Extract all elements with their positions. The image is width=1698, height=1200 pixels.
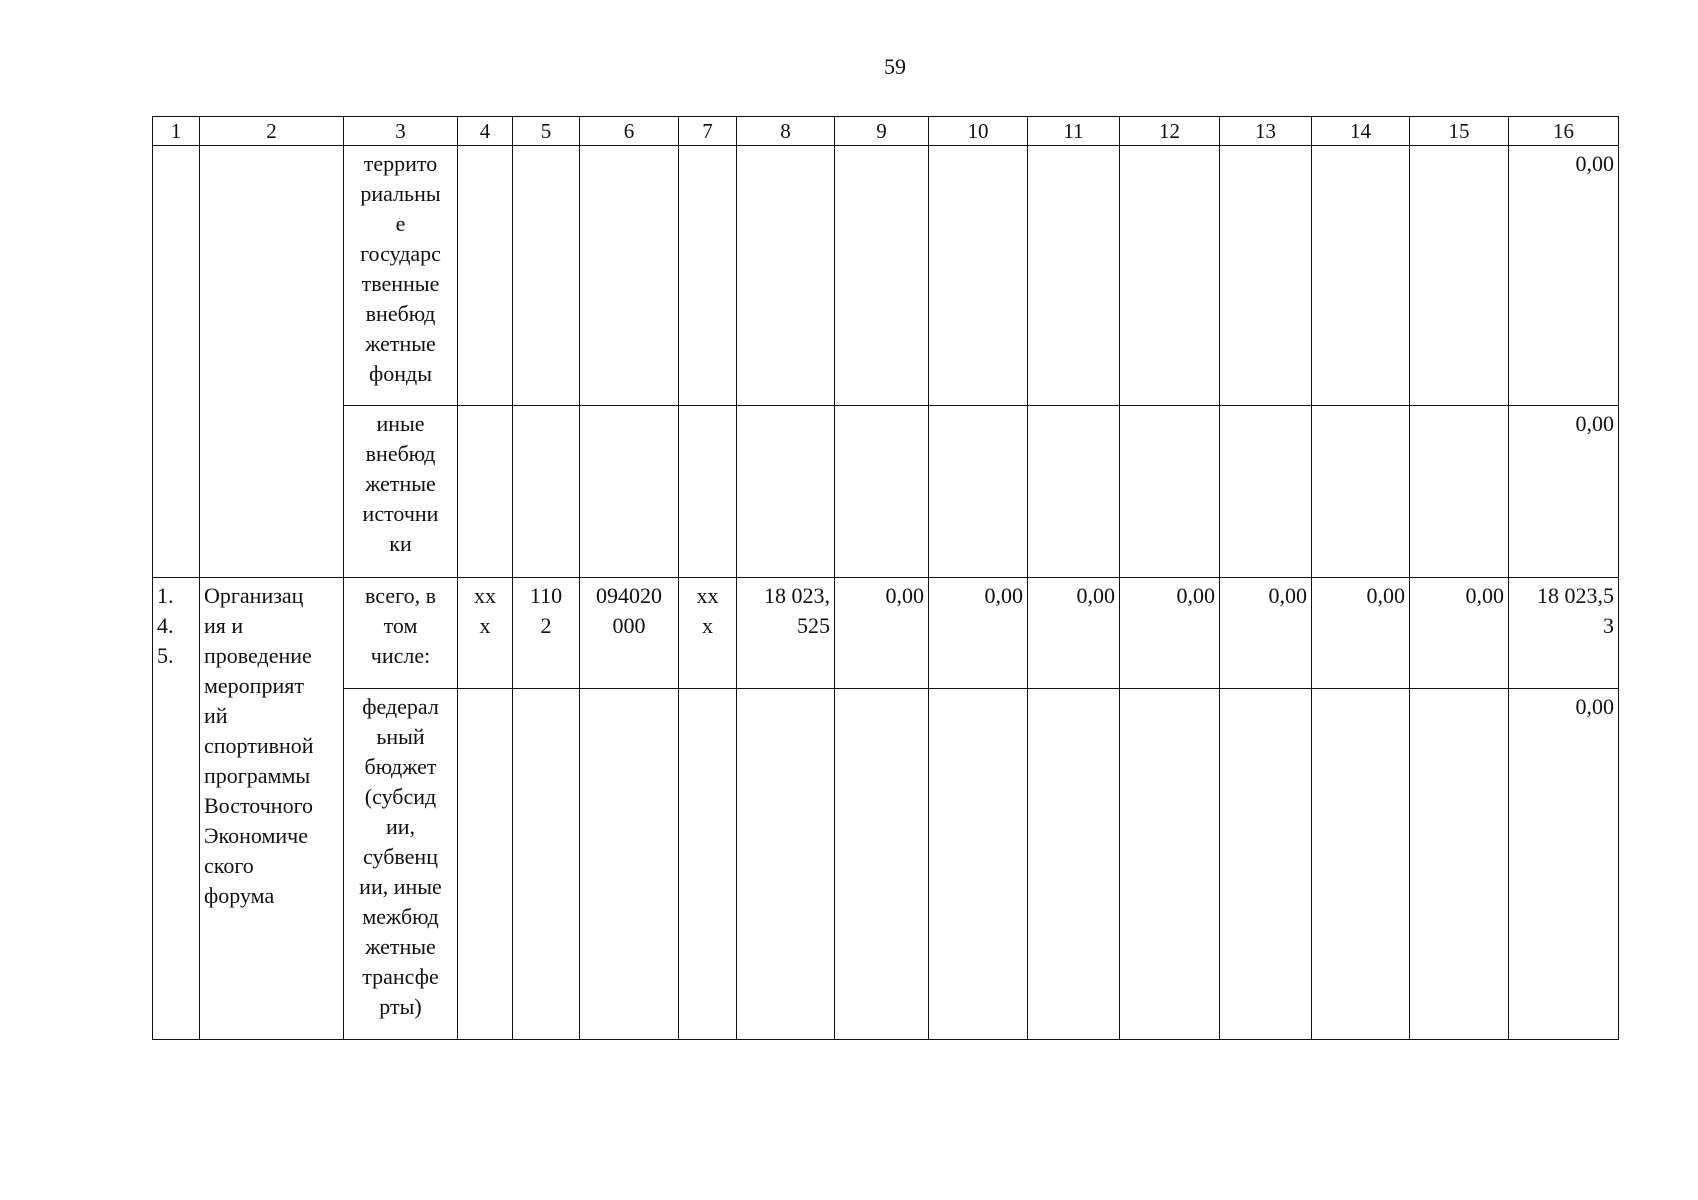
- data-cell: [835, 689, 929, 1040]
- data-cell: хх х: [458, 578, 513, 689]
- data-cell: [458, 689, 513, 1040]
- column-number-header-row: [153, 117, 1619, 146]
- number-cell-empty: [153, 146, 200, 578]
- data-cell: [679, 406, 737, 578]
- column-header: 4: [458, 117, 513, 146]
- data-cell: [458, 406, 513, 578]
- data-cell: хх х: [679, 578, 737, 689]
- page-number: 59: [884, 54, 906, 79]
- column-header: 9: [835, 117, 929, 146]
- table-row-federal-budget: [153, 689, 1619, 1040]
- data-cell: 0,00: [1312, 578, 1410, 689]
- data-cell: [1410, 146, 1509, 406]
- column-header: 5: [513, 117, 580, 146]
- data-cell: [679, 689, 737, 1040]
- data-cell: [580, 146, 679, 406]
- data-cell: [1028, 406, 1120, 578]
- data-cell: [458, 146, 513, 406]
- data-cell: [679, 146, 737, 406]
- total-value-cell: 0,00: [1509, 689, 1619, 1040]
- data-cell: 110 2: [513, 578, 580, 689]
- data-cell: [1220, 689, 1312, 1040]
- data-cell: [835, 406, 929, 578]
- table-row-territorial-funds: [153, 146, 1619, 406]
- data-cell: [1312, 406, 1410, 578]
- data-cell: 0,00: [1410, 578, 1509, 689]
- data-cell: [737, 689, 835, 1040]
- data-cell: [513, 406, 580, 578]
- data-cell: [1028, 689, 1120, 1040]
- total-value-cell: 0,00: [1509, 406, 1619, 578]
- item-number-cell: 1. 4. 5.: [153, 578, 200, 1040]
- funding-source-cell: иные внебюд жетные источни ки: [344, 406, 458, 578]
- column-header: 11: [1028, 117, 1120, 146]
- data-cell: [929, 689, 1028, 1040]
- data-cell: [1410, 406, 1509, 578]
- data-cell: [1120, 146, 1220, 406]
- item-name-cell: Организац ия и проведение мероприят ий спортивной программы Восточного Экономиче ского форума: [200, 578, 344, 1040]
- data-cell: 094020 000: [580, 578, 679, 689]
- data-cell: [835, 146, 929, 406]
- data-cell: 0,00: [835, 578, 929, 689]
- budget-table: [152, 116, 1619, 1040]
- total-value-cell: 18 023,5 3: [1509, 578, 1619, 689]
- column-header: 10: [929, 117, 1028, 146]
- table-row-item-total: [153, 578, 1619, 689]
- data-cell: 0,00: [1028, 578, 1120, 689]
- funding-source-cell: всего, в том числе:: [344, 578, 458, 689]
- column-header: 7: [679, 117, 737, 146]
- name-cell-empty: [200, 146, 344, 578]
- column-header: 13: [1220, 117, 1312, 146]
- data-cell: [929, 146, 1028, 406]
- data-cell: [737, 406, 835, 578]
- total-value-cell: 0,00: [1509, 146, 1619, 406]
- column-header: 14: [1312, 117, 1410, 146]
- column-header: 12: [1120, 117, 1220, 146]
- funding-source-cell: федерал ьный бюджет (субсид ии, субвенц ии, иные межбюд жетные трансфе рты): [344, 689, 458, 1040]
- data-cell: [513, 146, 580, 406]
- data-cell: [1120, 689, 1220, 1040]
- column-header: 6: [580, 117, 679, 146]
- column-header: 2: [200, 117, 344, 146]
- funding-source-cell: террито риальны е государс твенные внебюд жетные фонды: [344, 146, 458, 406]
- data-cell: [1120, 406, 1220, 578]
- column-header: 1: [153, 117, 200, 146]
- data-cell: [513, 689, 580, 1040]
- data-cell: [1312, 689, 1410, 1040]
- data-cell: 0,00: [1220, 578, 1312, 689]
- column-header: 8: [737, 117, 835, 146]
- column-header: 15: [1410, 117, 1509, 146]
- data-cell: [580, 406, 679, 578]
- data-cell: [1220, 406, 1312, 578]
- data-cell: [929, 406, 1028, 578]
- data-cell: 0,00: [1120, 578, 1220, 689]
- data-cell: 0,00: [929, 578, 1028, 689]
- data-cell: [1028, 146, 1120, 406]
- data-cell: [580, 689, 679, 1040]
- data-cell: [1220, 146, 1312, 406]
- table-row-other-sources: [153, 406, 1619, 578]
- column-header: 3: [344, 117, 458, 146]
- data-cell: [737, 146, 835, 406]
- data-cell: [1410, 689, 1509, 1040]
- data-cell: 18 023, 525: [737, 578, 835, 689]
- column-header: 16: [1509, 117, 1619, 146]
- data-cell: [1312, 146, 1410, 406]
